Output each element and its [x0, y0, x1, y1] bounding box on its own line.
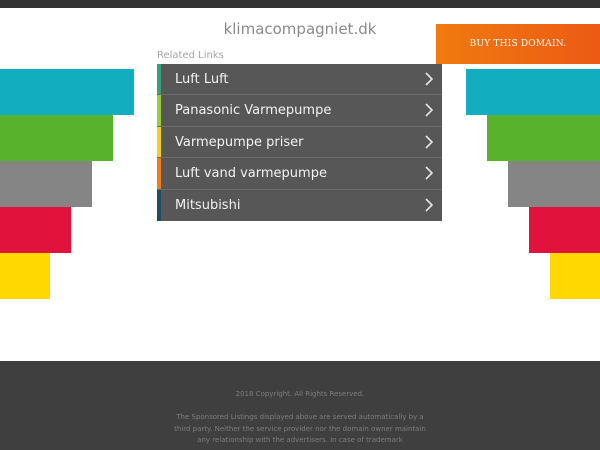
right-stair-gray	[508, 161, 600, 207]
copyright-text: 2018 Copyright. All Rights Reserved.	[235, 390, 365, 398]
chevron-right-icon	[422, 72, 436, 86]
related-link-luft-luft[interactable]	[157, 64, 442, 95]
left-stair-yellow	[0, 253, 50, 299]
related-links-label: Related Links	[157, 50, 224, 61]
top-bar	[0, 0, 600, 8]
buy-domain-button[interactable]: BUY THIS DOMAIN.	[436, 24, 600, 64]
related-link-label: Varmepumpe priser	[175, 134, 304, 150]
related-link-label: Panasonic Varmepumpe	[175, 103, 332, 119]
related-link-varmepumpe-priser[interactable]	[157, 127, 442, 158]
link-accent-bar	[157, 158, 161, 188]
link-accent-bar	[157, 64, 161, 94]
related-link-luft-vand-varmepumpe[interactable]	[157, 158, 442, 189]
related-link-label: Luft vand varmepumpe	[175, 166, 327, 182]
left-stair-green	[0, 115, 113, 161]
footer	[0, 361, 600, 450]
chevron-right-icon	[422, 198, 436, 212]
disclaimer-text: The Sponsored Listings displayed above are served automatically by a third party. Neither the service provider nor the domain owner maintain any relationship with the advertisers. In case of trademark	[174, 413, 426, 444]
left-stair-cyan	[0, 69, 134, 115]
related-link-mitsubishi[interactable]	[157, 190, 442, 221]
chevron-right-icon	[422, 103, 436, 117]
right-stair-yellow	[550, 253, 600, 299]
related-link-label: Luft Luft	[175, 72, 229, 87]
chevron-right-icon	[422, 166, 436, 180]
chevron-right-icon	[422, 135, 436, 149]
related-links-list	[157, 64, 442, 221]
link-accent-bar	[157, 95, 161, 125]
domain-title: klimacompagniet.dk	[223, 20, 377, 38]
link-accent-bar	[157, 190, 161, 221]
right-stair-red	[529, 207, 600, 253]
right-stair-cyan	[466, 69, 600, 115]
left-stair-red	[0, 207, 71, 253]
link-accent-bar	[157, 127, 161, 157]
related-link-label: Mitsubishi	[175, 197, 241, 213]
right-stair-green	[487, 115, 600, 161]
related-link-panasonic-varmepumpe[interactable]	[157, 95, 442, 126]
left-stair-gray	[0, 161, 92, 207]
